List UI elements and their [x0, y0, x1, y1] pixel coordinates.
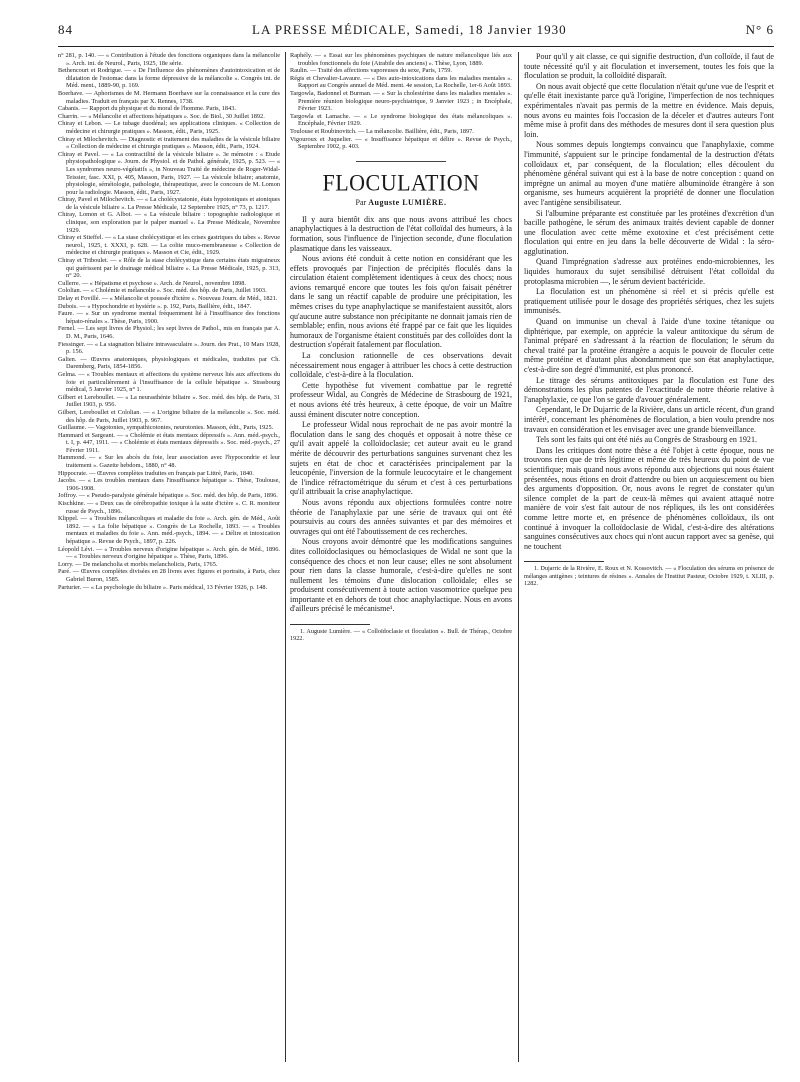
- bibliography-entry: Targowla et Lamache. — « Le syndrome biologique des états mélancoliques ». Encéphale, Février 1929.: [290, 112, 512, 128]
- article-column-3: [524, 52, 774, 1062]
- article-paragraph: Cependant, le Dr Dujarric de la Rivière, dans un article récent, d'un grand intérêt¹, concernant les phénomènes de floculation, a bien voulu prendre nos travaux en considération et les envisager avec une grande bienveillance.: [524, 405, 774, 434]
- bibliography-column-1: [58, 52, 280, 1062]
- bibliography-entry: Cabanis. — Rapport du physique et du moral de l'homme. Paris, 1843.: [58, 105, 236, 113]
- bibliography-entry: Delay et Fovillé. — « Mélancolie et poussée d'ictère ». Nouveau Journ. de Méd., 1821.: [58, 295, 278, 302]
- bibliography-entry: Chiray et Lebon. — Le tubage duodénal; ses applications cliniques. « Collection de médecine et chirurgie pratiques ». Masson, édit., Paris, 1925.: [58, 120, 280, 135]
- page-number: 84: [58, 22, 73, 37]
- article-paragraph: Quand l'imprégnation s'adresse aux protéines endo-microbiennes, les liquides humoraux du sujet sensibilisé détruisent l'état colloïdal du protoplasma microbien —, le sérum devient bactéricide.: [524, 257, 774, 286]
- bibliography-entry: Boerhave. — Aphorismes de M. Hermann Boerhave sur la connaissance et la cure des maladies. Traduit en français par X. Rennes, 1738.: [58, 89, 280, 105]
- bibliography-entry: Chiray et Milochevitch. — Diagnostic et traitement des maladies de la vésicule biliaire « Collection de médecine et chirurgie pratiques ». Masson, édit., Paris, 1924.: [58, 135, 280, 151]
- bibliography-entry: Chiray et Stieffel. — « La stase cholécystique et les crises gastriques du tabes ». Revue neurol., 1925, t. XXXI, p. 628. — La colite muco-membraneuse « Collection de médecine et chirurgie pratiques ». Masson et Cie, édit., 1929.: [58, 234, 280, 257]
- footnote-rule: [290, 624, 370, 625]
- article-title: FLOCULATION: [322, 169, 480, 196]
- bibliography-entry: Chiray, Lomon et G. Albot. — « La vésicule biliaire : topographie radiologique et clinique, son exploration par le palper manuel ». La Presse Médicale, Novembre 1929.: [58, 211, 280, 234]
- article-paragraph: Dans les critiques dont notre thèse a été l'objet à cette époque, nous ne trouvons rien que de très légitime et même de très heureux du point de vue scientifique; mais quand nous avons répondu aux objections qui nous étaient présentées, nous étions en droit d'attendre ou bien un acquiescement ou bien des arguments d'opposition. Or, nous avons le regret de constater qu'un silence complet de la part de ceux-là mêmes qui avaient attaqué notre manière de voir s'est fait autour de nos répliques, ils les ont considérées comme lettre morte et, en présence de phénomènes colloïdaux, ils ont continué à invoquer la colloïdoclasie de Widal, c'est-à-dire des altérations sanguines consécutives aux chocs qui n'ont aucun rapport avec sa genèse, qui ne touchent: [524, 445, 774, 551]
- bibliography-entry: Fiessinger. — « La stagnation biliaire intravasculaire ». Journ. des Prat., 10 Mars 1928, p. 156.: [58, 340, 280, 356]
- bibliography-entry: Charrin. — « Mélancolie et affections hépatiques ». Soc. de Biol., 30 Juillet 1892.: [58, 112, 265, 120]
- bibliography-entry: Gilbert et Lereboullet. — « La neurasthénie biliaire ». Soc. méd. des hôp. de Paris, 31 Juillet 1903, p. 956.: [58, 393, 280, 409]
- article-column-2: [290, 52, 512, 1062]
- bibliography-entry: Hammard et Sargeant. — « Cholémie et états mentaux dépressifs ». Ann. méd.-psych., t. I, p. 447, 1911. — « Cholémie et états mentaux dépressifs ». Soc. méd.-psych., 27 Février 1911.: [58, 431, 280, 454]
- bibliography-entry: Parturier. — « La psychologie du biliaire ». Paris médical, 13 Février 1926, p. 148.: [58, 583, 268, 591]
- bibliography-entry: Raphély. — « Essai sur les phénomènes psychiques de nature mélancolique liés aux troubles fonctionnels du foie (Atrabile des anciens) ». Thèse, Lyon, 1889.: [290, 52, 512, 67]
- article-paragraph: Nous avions été conduit à cette notion en considérant que les effets provoqués par l'injection de précipités floculés dans la circulation étaient complètement identiques à ceux des chocs; nous avions remarqué encore que toutes les fois qu'on faisait pénétrer dans le sang un réactif capable de produire une précipitation, les mêmes crises du type anaphylactique se manifestaient aussitôt, alors qu'aucune autre substance non précipitante ne donnait jamais rien de semblable; enfin, nous avions été frappé par ce fait que les liquides humoraux de l'organisme étaient constitués par des colloïdes dont la destruction s'opérait fatalement par floculation.: [290, 254, 512, 350]
- article-paragraph: Pour qu'il y ait classe, ce qui signifie destruction, d'un colloïde, il faut de toute nécessité qu'il y ait floculation et inversement, toutes les fois que la floculation se produit, la colloïdité disparaît.: [524, 52, 774, 81]
- bibliography-entry: Chiray, Pavel et Milochevitch. — « La cholécystatonie, états hypotoniques et atoniques de la vésicule biliaire ». La Presse Médicale, 12 Septembre 1925, n° 73, p. 1217.: [58, 196, 280, 211]
- newspaper-page: [58, 22, 774, 1062]
- bibliography-entry: Régis et Chevalier-Lavaure. — « Des auto-intoxications dans les maladies mentales ». Rapport au Congrès annuel de Méd. ment. 4e session, La Rochelle, 1er-6 Août 1893.: [290, 74, 512, 90]
- bibliography-entry: Gilbert, Lereboullet et Cololian. — « L'origine biliaire de la mélancolie ». Soc. méd. des hôp. de Paris, Juillet 1903, p. 967.: [58, 408, 280, 424]
- bibliography-entry: Lorry. — De melancholia et morbis melancholicis, Paris, 1765.: [58, 560, 218, 568]
- footnote-rule: [524, 561, 604, 562]
- bibliography-entry: Targowla, Badonnel et Burman. — « Sur la cholestérine dans les maladies mentales ». Première réunion biologique neuro-psychiatrique, 9 Janvier 1923 ; in Encéphale, Février 1923.: [290, 89, 512, 113]
- bibliography-entry: Léopold Lévi. — « Troubles nerveux d'origine hépatique ». Arch. gén. de Méd., 1896. — « Troubles nerveux d'origine hépatique ». Thèse, Paris, 1896.: [58, 545, 280, 561]
- bibliography-entry: Hippocrate. — Œuvres complètes traduites en français par Littré, Paris, 1840.: [58, 469, 254, 477]
- byline: [290, 198, 512, 207]
- bibliography-column-2: [290, 52, 512, 151]
- bibliography-entry: n° 281, p. 140. — « Contribution à l'étude des fonctions organiques dans la mélancolie ». Arch. int. de Neurol., Paris, 1925, 18e série.: [58, 52, 280, 67]
- bibliography-entry: Cololian. — « Cholémie et mélancolie ». Soc. méd. des hôp. de Paris, Juillet 1903.: [58, 287, 267, 295]
- article-paragraph: Si l'albumine préparante est constituée par les protéines d'excrétion d'un bacille pathogène, le sérum des animaux traités devient capable de donner une floculation avec cette même exotoxine et c'est précisément cette floculation qui entre en jeu dans la belle découverte de Widal : la séro-agglutination.: [524, 208, 774, 256]
- article-paragraph: Quand on immunise un cheval à l'aide d'une toxine tétanique ou diphtérique, par exemple, on apprécie la valeur antitoxique du sérum de l'animal préparé en s'adressant à la réaction de floculation; le sérum du cheval traité par la protéine étrangère a acquis le pouvoir de floculer cette même protéine et d'autant plus abondamment que son état anaphylactique, c'est-à-dire son degré d'immunité, est plus prononcé.: [524, 317, 774, 374]
- separator: [356, 161, 446, 162]
- article-paragraph: Le professeur Widal nous reprochait de ne pas avoir montré la floculation dans le sang des choqués et opposait à notre thèse ce qu'il avait appelé la colloïdoclasie; cet auteur avait eu le grand mérite de découvrir des perturbations sanguines survenant chez les sujets en état de choc et caractérisées principalement par la leucopénie, l'inversion de la formule leucocytaire et le changement de l'indice réfractométrique du sérum et c'est à ces perturbations qu'il attribuait la crise anaphylactique.: [290, 420, 512, 497]
- article-paragraph: La conclusion rationnelle de ces observations devait nécessairement nous engager à attribuer les chocs à cette destruction colloïdale, c'est-à-dire à la floculation.: [290, 351, 512, 380]
- column-rule: [285, 52, 286, 1062]
- article-paragraph: Il y aura bientôt dix ans que nous avons attribué les chocs anaphylactiques à la destruction de l'état colloïdal des humeurs, à la formation, sous l'influence de l'injection seconde, d'une floculation plasmatique dans les vaisseaux.: [290, 214, 512, 253]
- bibliography-entry: Fernel. — Les sept livres de Physiol.; les sept livres de Pathol., mis en français par A. D. M., Paris, 1646.: [58, 325, 280, 340]
- footnote: 1. Auguste Lumière. — « Colloïdoclasie et floculation ». Bull. de Thérap., Octobre 1922.: [290, 628, 512, 643]
- journal-title: LA PRESSE MÉDICALE, Samedi, 18 Janvier 1930: [252, 22, 567, 37]
- bibliography-entry: Vigouroux et Juquelier. — « Insuffisance hépatique et délire ». Revue de Psych., Septembre 1902, p. 403.: [290, 135, 512, 151]
- bibliography-entry: Chiray et Pavel. — « La contractilité de la vésicule biliaire ». 3e mémoire : « Etude physiopathologique ». Journ. de Physiol. et de Pathol. générale, 1925, p. 523. — « Les syndromes neuro-végétatifs », in Nouveau Traité de médecine de Roger-Widal-Teissier, fasc. XXI, p. 405, Masson, Paris, 1927. — La vésicule biliaire; anatomie, physiologie, séméiologie, pathologie, thérapeutique, avec le concours de M. Lomon pour la radiologie. Masson, édit., Paris, 1927.: [58, 150, 280, 196]
- bibliography-entry: Faure. — « Sur un syndrome mental fréquemment lié à l'insuffisance des fonctions hépato-rénales ». Thèse, Paris, 1900.: [58, 310, 280, 325]
- bibliography-entry: Guillaume. — Vagotonies, sympathicotonies, neurotonies. Masson, édit., Paris, 1925.: [58, 424, 274, 432]
- page-header: [58, 22, 774, 47]
- issue-number: N° 6: [745, 22, 774, 37]
- bibliography-entry: Chiray et Triboulet. — « Rôle de la stase cholécystique dans certains états migraineux qui guérissent par le drainage médical biliaire ». La Presse Médicale, 1925, p. 313, n° 20.: [58, 257, 280, 280]
- article-paragraph: Nous sommes depuis longtemps convaincu que l'anaphylaxie, comme l'immunité, s'appuient sur le principe fondamental de la destruction d'états colloïdaux et, par conséquent, de la floculation; elles découlent du phénomène général suivant qui est à la base de notre conception : quand on imprègne un animal au moyen d'une matière albuminoïde étrangère à son organisme, ses humeurs acquièrent la propriété de donner une floculation avec l'antigène sensibilisateur.: [524, 140, 774, 207]
- article-paragraph: Nous avons répondu aux objections formulées contre notre théorie de l'anaphylaxie par une série de travaux qui ont été poursuivis au cours des années suivantes et par des mémoires et ouvrages qui ont été l'aboutissement de ces recherches.: [290, 497, 512, 536]
- bibliography-entry: Hammond. — « Sur les abcès du foie, leur association avec l'hypocondrie et leur traitement ». Gazette hebdom., 1880, n° 48.: [58, 454, 280, 470]
- bibliography-entry: Galien. — Œuvres anatomiques, physiologiques et médicales, traduites par Ch. Daremberg, Paris, 1854-1856.: [58, 355, 280, 371]
- article-body-right: [524, 52, 774, 551]
- article-paragraph: On nous avait objecté que cette floculation n'était qu'une vue de l'esprit et qu'elle était inexistante parce qu'à l'origine, l'imperfection de nos techniques expérimentales n'avait pas permis de la mettre en évidence. Mais depuis, nous avons eu maintes fois l'occasion de la déceler et d'autres auteurs l'ont même mise à profit dans des méthodes de mesures dont il sera question plus loin.: [524, 81, 774, 139]
- bibliography-entry: Kischkine. — « Deux cas de cérébropathie toxique à la suite d'ictère ». C. R. moniteur russe de Psych., 1896.: [58, 500, 280, 515]
- article-paragraph: La floculation est un phénomène si réel et si précis qu'elle est pratiquement utilisée pour le dosage des propriétés sériques, chez les sujets immunisés.: [524, 287, 774, 316]
- bibliography-entry: Gelma. — « Troubles mentaux et affections du système nerveux liés aux affections du foie et particulièrement à l'insuffisance de la cellule hépatique ». Strasbourg médical, 5 Janvier 1925, n° 1.: [58, 370, 280, 394]
- bibliography-entry: Bethencourt et Rodrigue. — « De l'influence des phénomènes d'autointoxication et de dilatation de l'estomac dans la forme dépressive de la mélancolie ». Congrès int. de Méd. ment., 1889-90, p. 169.: [58, 67, 280, 90]
- bibliography-entry: Paré. — Œuvres complètes divisées en 28 livres avec figures et portraits, à Paris, chez Gabriel Buron, 1585.: [58, 568, 280, 583]
- article-paragraph: Nous croyons avoir démontré que les modifications sanguines dites colloïdoclasiques ou hémoclasiques de Widal ne sont que la conséquence des chocs et non leur cause; elles ne sont absolument pour rien dans la classe humorale, c'est-à-dire qu'elles ne sont nullement les témoins d'une dislocation colloïdale; elles se produisent consécutivement à toute action vasomotrice quelque peu importante et en dehors de tout choc anaphylactique. Nous en avons d'ailleurs précisé le mécanisme¹.: [290, 537, 512, 614]
- article-paragraph: Tels sont les faits qui ont été niés au Congrès de Strasbourg en 1921.: [536, 435, 757, 445]
- bibliography-entry: Jacobs. — « Les troubles mentaux dans l'insuffisance hépatique ». Thèse, Toulouse, 1906-1908.: [58, 477, 280, 492]
- author-name: Auguste LUMIÈRE.: [368, 197, 447, 207]
- bibliography-entry: Raulin. — Traité des affections vaporeuses du sexe, Paris, 1759.: [290, 67, 453, 75]
- bibliography-entry: Dubois. — « Hypochondrie et hystérie ». p. 192, Paris, Baillière, édit., 1847.: [58, 302, 252, 310]
- article-paragraph: Cette hypothèse fut vivement combattue par le regretté professeur Widal, au Congrès de Médecine de Strasbourg de 1921, et nous avions été très heureux, à cette époque, de voir un Maître aussi éminent discuter notre conception.: [290, 380, 512, 419]
- bibliography-entry: Cullerre. — « Hépatisme et psychose ». Arch. de Neurol., novembre 1898.: [58, 279, 246, 287]
- bibliography-entry: Joffroy. — « Pseudo-paralysie générale hépatique ». Soc. méd. des hôp. de Paris, 1896.: [58, 492, 278, 500]
- column-rule: [518, 52, 519, 1062]
- footnote: 1. Dujarric de la Rivière, E. Roux et N. Kossovitch. — « Floculation des sérums en présence de mélanges antigènes ; teintures de résines ». Annales de l'Institut Pasteur, Octobre 1929, t. XLIII, p. 1282.: [524, 565, 774, 588]
- bibliography-entry: Toulouse et Roubinovitch. — La mélancolie. Baillière, édit., Paris, 1897.: [290, 127, 474, 135]
- bibliography-entry: Klippel. — « Troubles mélancoliques et maladie du foie ». Arch. gén. de Méd., Août 1892. — « La folie hépatique ». Congrès de La Rochelle, 1893. — « Troubles mentaux et maladies du foie ». Ann. méd.-psych., 1894. — « Délire et intoxication hépatique ». Revue de Psych., 1897, p. 226.: [58, 515, 280, 545]
- article-body-left: [290, 215, 512, 614]
- article-paragraph: Le titrage des sérums antitoxiques par la floculation est l'une des démonstrations les plus patentes de l'exactitude de notre théorie relative à l'anaphylaxie, ce que l'on se garde d'avouer généralement.: [524, 375, 774, 404]
- byline-prefix: Par: [355, 197, 367, 207]
